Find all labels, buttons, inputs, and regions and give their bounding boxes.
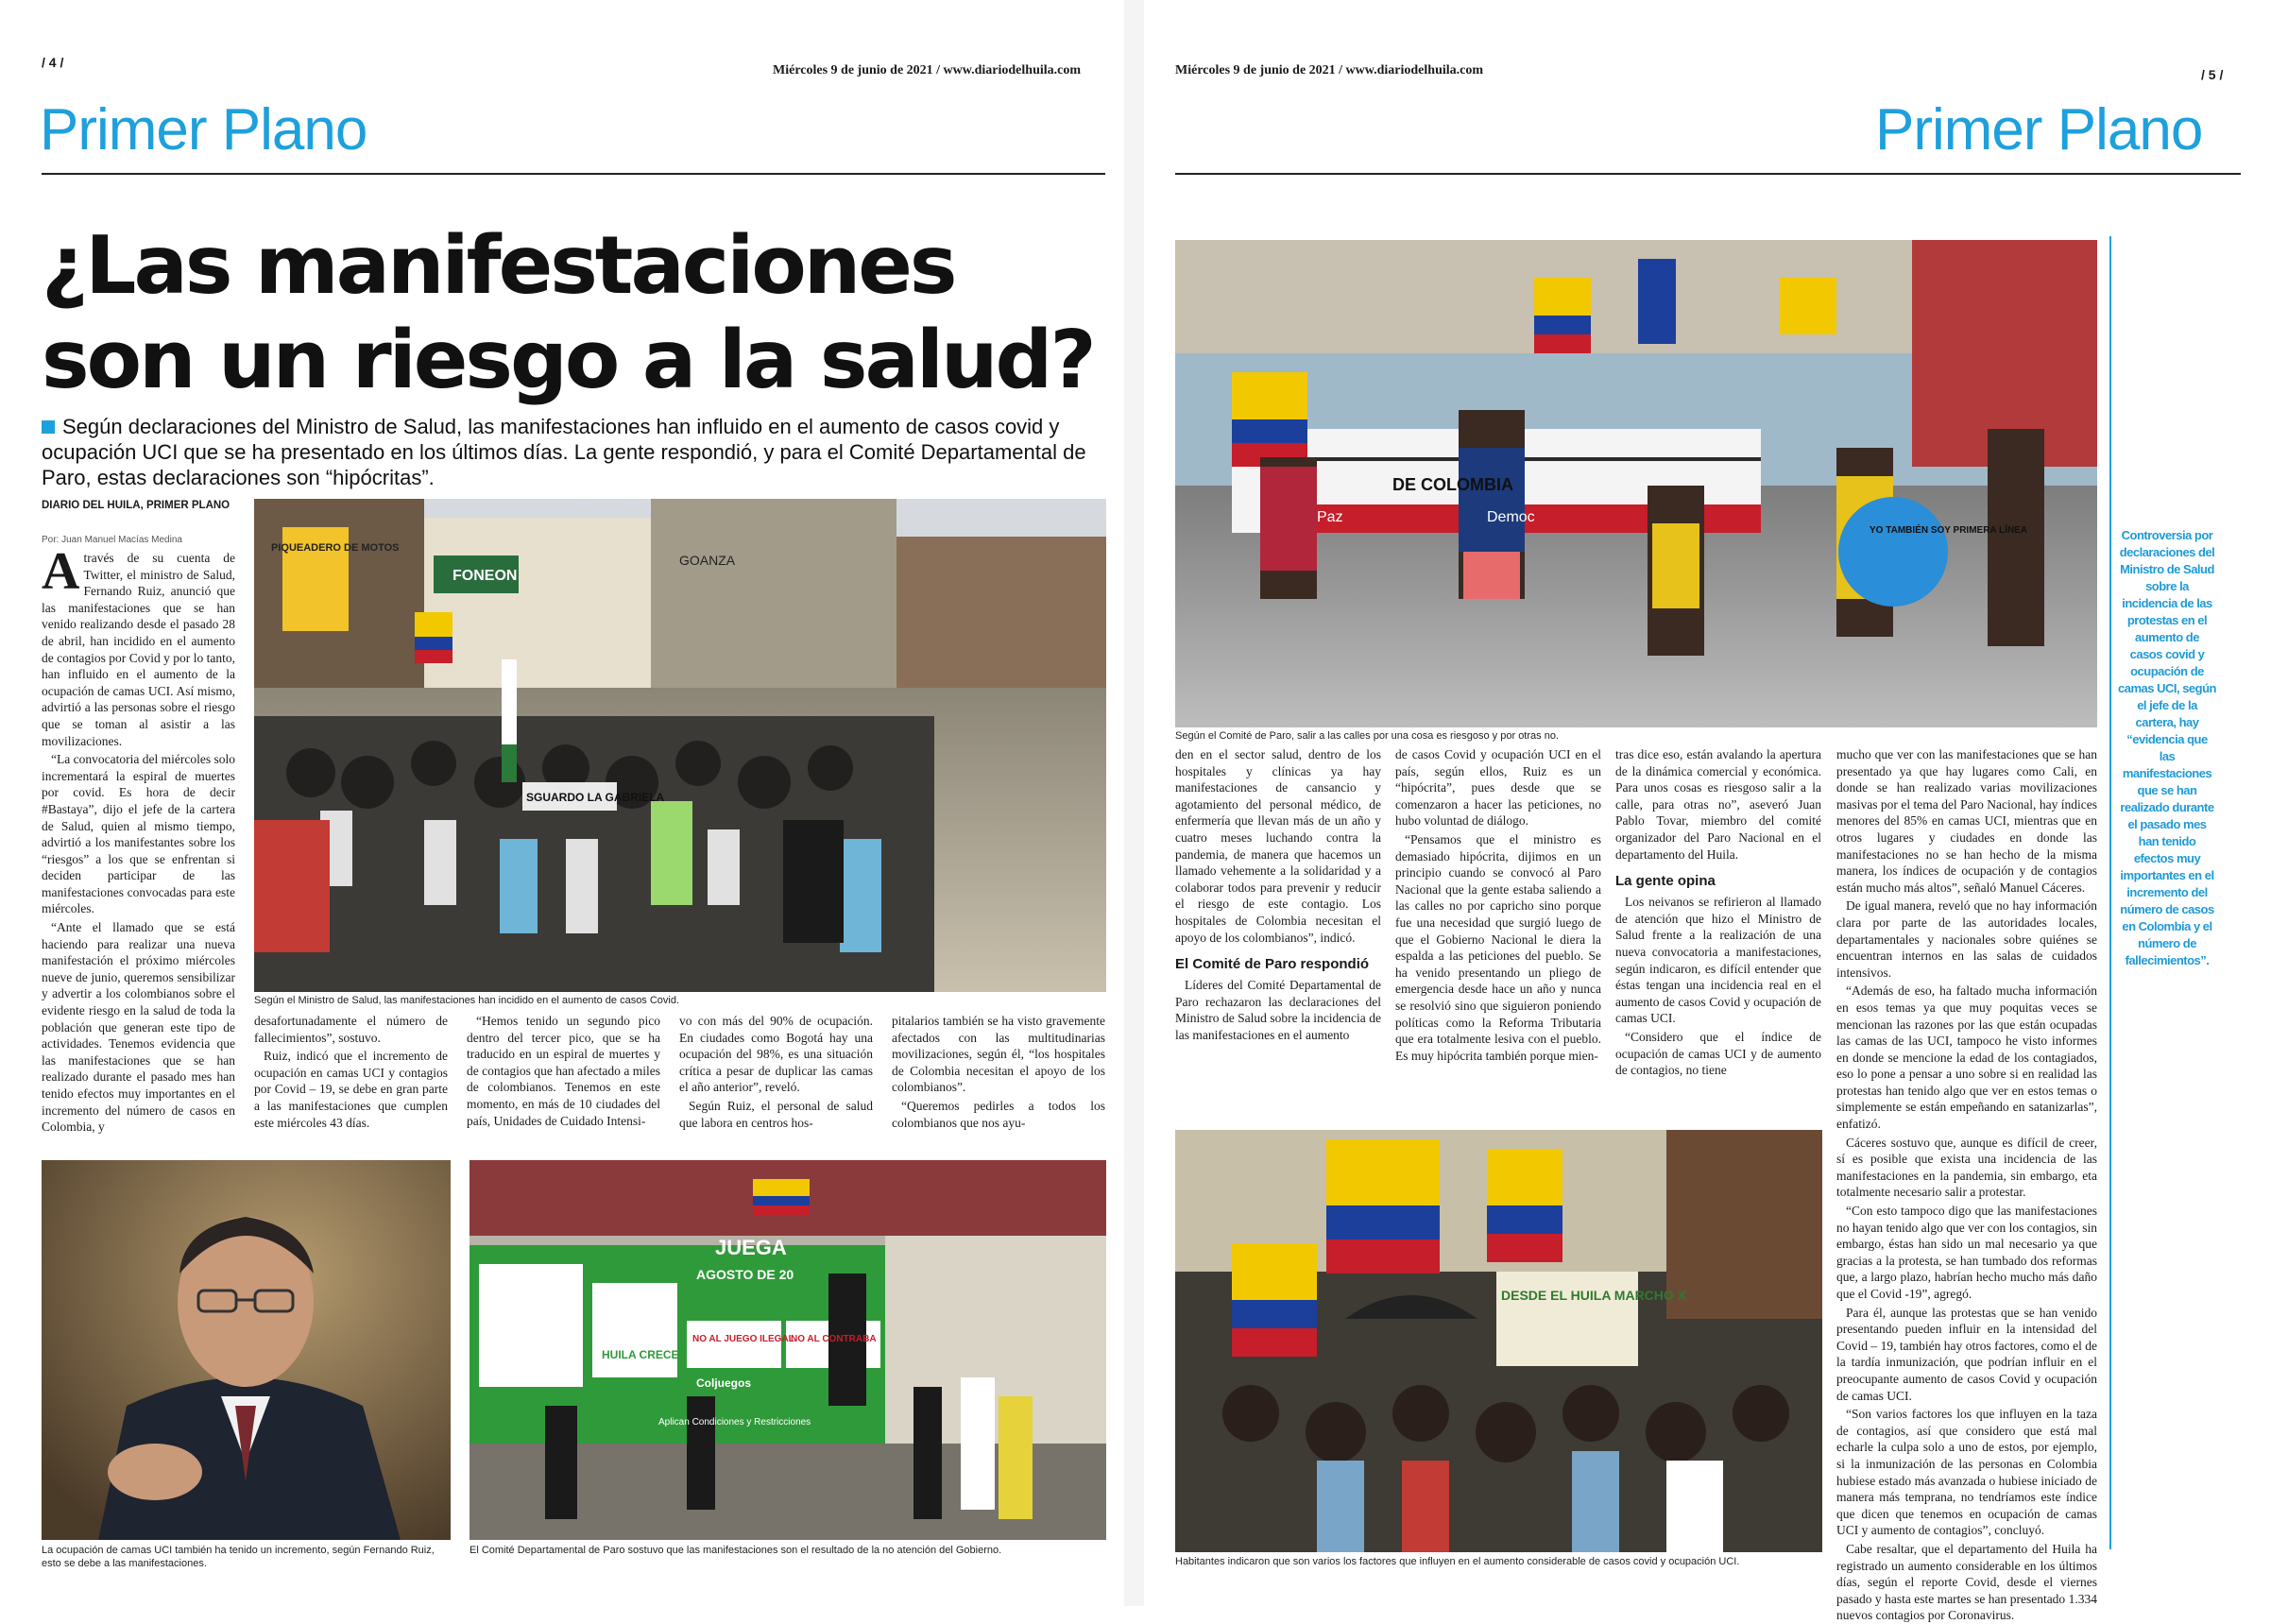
- sign-text: DESDE EL HUILA MARCHO X: [1501, 1288, 1687, 1303]
- paragraph: “Son varios factores los que influyen en la taza de contagios, así que considero que está mal echarle la culpa solo a uno de estos, por ejemplo, si la inmunización de las personas en Colombia hubiese estado más avanzada o hubiese iniciado de manera más temprana, no tendríamos este índice que dicen que tenemos en ocupación de camas UCI y aumento de contagios”, concluyó.: [1836, 1407, 2097, 1538]
- paragraph: “Pensamos que el ministro es demasiado hipócrita, dijimos en un principio cuando se convocó al Paro Nacional que la gente estaba saliendo a las calles no por capricho sino porque fue una necesidad que surgió luego de que el Gobierno Nacional le diera la espalda a las peticiones del pueblo. Se ha venido presentando un pliego de emergencia desde hace un año y nunca se resolvió sino que siguieron poniendo políticas como la Reforma Tributaria que era totalmente lesiva con el pueblo. Es muy hipócrita también porque mien-: [1395, 831, 1601, 1063]
- paragraph: Los neivanos se refirieron al llamado de atención que hizo el Ministro de Salud frente a la realización de una nueva convocatoria a manifestaciones, según indicaron, es difícil entender que éstas tengan una incidencia real en el aumento de casos Covid y ocupación de camas UCI.: [1615, 895, 1821, 1026]
- paragraph: “La convocatoria del miércoles solo incrementará la espiral de muertes por covid. Es hora de decir #Bastaya”, dijo el jefe de la cartera de Salud, quien al mismo tiempo, advirtió a los manifestantes sobre los “riesgos” a los que se enfrentan si deciden participar de las manifestaciones convocadas para este miércoles.: [42, 752, 235, 916]
- sign-text: Democ: [1487, 509, 1535, 525]
- paragraph: “Ante el llamado que se está haciendo para realizar una nueva manifestación el próximo miércoles nueve de junio, queremos sensibilizar y advertir a los colombianos sobre el evidente riesgo en la salud de toda la población que generan este tipo de actividades. Tenemos evidencia que las manifestaciones que se han realizado durante el pasado mes han tenido efectos muy importantes en el incremento del número de casos en Colombia, y: [42, 920, 235, 1135]
- photo-caption: Habitantes indicaron que son varios los factores que influyen en el aumento considerable de casos covid y ocupación UCI.: [1175, 1556, 1740, 1567]
- page-gutter: [1124, 0, 1144, 1606]
- lead-text: Según declaraciones del Ministro de Salud, las manifestaciones han influido en el aumento de casos covid y ocupación UCI que se ha presentado en los últimos días. La gente respondió, y para el Comité Departamental de Paro, estas declaraciones son “hipócritas”.: [42, 415, 1086, 489]
- dateline: Miércoles 9 de junio de 2021 / www.diariodelhuila.com: [773, 63, 1082, 77]
- primera-linea-photo: [1175, 240, 2097, 727]
- subheading: La gente opina: [1615, 873, 1716, 890]
- article-column-9: [1836, 746, 2097, 1623]
- march-photo: [254, 499, 1106, 992]
- sidebar-rule: [2109, 236, 2111, 1549]
- sign-text: PIQUEADERO DE MOTOS: [271, 542, 400, 554]
- paragraph: vo con más del 90% de ocupación. En ciudades como Bogotá hay una ocupación del 98%, es una situación crítica a pesar de duplicar las camas el año anterior”, reveló.: [679, 1014, 873, 1095]
- paragraph: mucho que ver con las manifestaciones que se han presentado ya que hay lugares como Cali, en donde se han realizado varias movilizaciones masivas por el tema del Paro Nacional, hay índices menores del 85% en camas UCI, mientras que en otros lugares y ciudades en donde las manifestaciones no se han hecho de la misma manera, los índices de ocupación y de contagios están mucho más altos”, señaló Manuel Cáceres.: [1836, 747, 2097, 895]
- paragraph: Ruiz, indicó que el incremento de ocupación en camas UCI y contagios por Covid – 19, se debe en gran parte a las manifestaciones que cumplen este miércoles 43 días.: [254, 1049, 448, 1130]
- primera-linea-photo-image: [1175, 240, 2097, 727]
- protest-flag-photo: [470, 1160, 1106, 1540]
- crowd-flags-photo-image: [1175, 1130, 1822, 1552]
- byline: DIARIO DEL HUILA, PRIMER PLANO: [42, 500, 231, 511]
- headline: ¿Las manifestaciones son un riesgo a la salud?: [42, 219, 1094, 407]
- section-title: Primer Plano: [1875, 97, 2203, 162]
- paragraph: tras dice eso, están avalando la apertura de la dinámica comercial y económica. Para unos cosas es riesgoso salir a la calle, para otras no”, aseveró Juan Pablo Tovar, miembro del comité organizador del Paro Nacional en el departamento del Huila.: [1615, 747, 1821, 862]
- author-line: Por: Juan Manuel Macías Medina: [42, 535, 182, 545]
- article-column-4: [679, 1013, 873, 1145]
- paragraph: “Hemos tenido un segundo pico dentro del tercer pico, que se ha traducido en un espiral de muertes y de contagios que han afectado a miles de colombianos. Tenemos en este momento, en más de 10 ciudades del país, Unidades de Cuidado Intensi-: [467, 1014, 660, 1128]
- minister-photo: [42, 1160, 451, 1540]
- article-column-8: [1615, 746, 1821, 1124]
- sign-text: FONEON: [452, 568, 518, 584]
- sign-text: HUILA CRECE: [602, 1348, 679, 1361]
- paragraph: den en el sector salud, dentro de los hospitales y clínicas ya hay manifestaciones de cansancio y agotamiento del personal médico, de enfermería que llevan más de un año y cuatro meses luchando contra la pandemia, de manera que hacemos un llamado vehemente a la solidaridad y a colaborar todos para prevenir y reducir el riesgo de este contagio. Los hospitales de Colombia necesitan el apoyo de los colombianos”, indicó.: [1175, 747, 1381, 945]
- paragraph: Para él, aunque las protestas que se han venido presentando pueden influir en la intensidad del Covid – 19, también hay otros factores, como el de la tardía inmunización, que podrían influir en el preocupante aumento de casos Covid y ocupación de camas UCI.: [1836, 1305, 2097, 1403]
- sign-text: JUEGA: [715, 1236, 787, 1259]
- photo-caption: La ocupación de camas UCI también ha tenido un incremento, según Fernando Ruiz, esto se debe a las manifestaciones.: [42, 1545, 435, 1569]
- sidebar-pull-quote: Controversia por declaraciones del Ministro de Salud sobre la incidencia de las protestas en el aumento de casos covid y ocupación de camas UCI, según el jefe de la cartera, hay “evidencia que las manifestaciones que se han realizado durante el pasado mes han tenido efectos muy importantes en el incremento del número de casos en Colombia y el número de fallecimientos”.: [2118, 528, 2216, 967]
- sign-text: AGOSTO DE 20: [696, 1267, 794, 1282]
- march-photo-image: [254, 499, 1106, 992]
- sign-text: NO AL CONTRABA: [791, 1334, 877, 1344]
- protest-flag-photo-image: [470, 1160, 1106, 1540]
- section-rule: [42, 173, 1105, 175]
- paragraph: desafortunadamente el número de fallecimientos”, sostuvo.: [254, 1014, 448, 1045]
- paragraph: “Además de eso, ha faltado mucha información en esos temas ya que muy poquitas veces se mencionan las razones por las que están ocupadas las camas de las UCI, tampoco he visto informes en donde se mencione la edad de los contagiados, eso lo pone a pensar a uno sobre si en realidad las protestas han tenido algo que ver en estos temas o simplemente se están empeñando en satanizarlas”, enfatizó.: [1836, 983, 2097, 1132]
- subheading: El Comité de Paro respondió: [1175, 956, 1370, 973]
- article-column-7: [1395, 746, 1601, 1124]
- minister-photo-image: [42, 1160, 451, 1540]
- article-column-2: [254, 1013, 448, 1145]
- article-column-5: [892, 1013, 1105, 1145]
- page-folio: / 4 /: [42, 55, 64, 70]
- sign-text: GOANZA: [679, 553, 736, 568]
- sign-text: NO AL JUEGO ILEGAL: [692, 1334, 794, 1344]
- sign-text: SGUARDO LA GABRIELA: [526, 791, 665, 804]
- sign-text: Paz: [1317, 509, 1343, 525]
- crowd-flags-photo: [1175, 1130, 1822, 1552]
- section-rule: [1175, 173, 2241, 175]
- paragraph: Líderes del Comité Departamental de Paro rechazaron las declaraciones del Ministro de Salud sobre la incidencia de las manifestaciones en el aumento: [1175, 978, 1381, 1042]
- photo-caption: El Comité Departamental de Paro sostuvo que las manifestaciones son el resultado de la no atención del Gobierno.: [470, 1545, 1002, 1556]
- paragraph: través de su cuenta de Twitter, el ministro de Salud, Fernando Ruiz, anunció que las manifestaciones que se han venido realizando desde el pasado 28 de abril, han incidido en el aumento de contagios por Covid y por lo tanto, han influido en el aumento de la ocupación de camas UCI. Así mismo, advirtió a las personas sobre el riesgo que se toman al asistir a las movilizaciones.: [42, 551, 235, 748]
- sign-text: Aplican Condiciones y Restricciones: [658, 1417, 811, 1427]
- sign-text: DE COLOMBIA: [1392, 475, 1513, 494]
- article-column-6: [1175, 746, 1381, 1124]
- dateline: Miércoles 9 de junio de 2021 / www.diariodelhuila.com: [1175, 63, 1484, 77]
- article-column-3: [467, 1013, 660, 1145]
- paragraph: Cabe resaltar, que el departamento del Huila ha registrado un aumento considerable en los últimos días, según el reporte Covid, desde el viernes pasado y hasta este martes se han presentado 1.334 nuevos contagios por Coronavirus.: [1836, 1541, 2097, 1623]
- drop-cap: A: [42, 542, 80, 601]
- paragraph: “Considero que el índice de ocupación de camas UCI y de aumento de contagios, no tiene: [1615, 1029, 1821, 1078]
- paragraph: Cáceres sostuvo que, aunque es difícil de creer, sí es posible que exista una incidencia de las manifestaciones en la pandemia, sin embargo, eta totalmente necesario salir a protestar.: [1836, 1135, 2097, 1200]
- paragraph: De igual manera, reveló que no hay información clara por parte de las autoridades locales, departamentales y nacionales sobre quiénes se encuentran internos en las salas de cuidados intensivos.: [1836, 898, 2097, 980]
- lead-paragraph: [42, 414, 1105, 490]
- photo-caption: Según el Comité de Paro, salir a las calles por una cosa es riesgoso y por otras no.: [1175, 730, 1559, 742]
- paragraph: Según Ruiz, el personal de salud que labora en centros hos-: [679, 1098, 873, 1130]
- page-folio: / 5 /: [2201, 67, 2224, 82]
- paragraph: pitalarios también se ha visto gravemente afectados con las multitudinarias movilizaciones, según él, “los hospitales de Colombia necesitan el apoyo de los colombianos”.: [892, 1014, 1105, 1095]
- article-column-1: [42, 542, 235, 1145]
- photo-caption: Según el Ministro de Salud, las manifestaciones han incidido en el aumento de casos Covid.: [254, 995, 680, 1006]
- paragraph: de casos Covid y ocupación UCI en el país, según ellos, Ruiz es un “hipócrita”, pues desde que se comenzaron a hacer las peticiones, no hubo voluntad de diálogo.: [1395, 747, 1601, 829]
- lead-bullet-icon: [42, 420, 55, 434]
- sign-text: Coljuegos: [696, 1376, 752, 1390]
- paragraph: “Queremos pedirles a todos los colombianos que nos ayu-: [892, 1098, 1105, 1130]
- sign-text: YO TAMBIÉN SOY PRIMERA LÍNEA: [1870, 525, 2028, 536]
- section-title: Primer Plano: [40, 97, 367, 162]
- paragraph: “Con esto tampoco digo que las manifestaciones no hayan tenido algo que ver con los contagios, sin embargo, éstas han sido un mal necesario ya que gracias a la protesta, se han tumbado dos reformas que, a largo plazo, habrían hecho mucho más daño que el Covid -19”, agregó.: [1836, 1204, 2097, 1301]
